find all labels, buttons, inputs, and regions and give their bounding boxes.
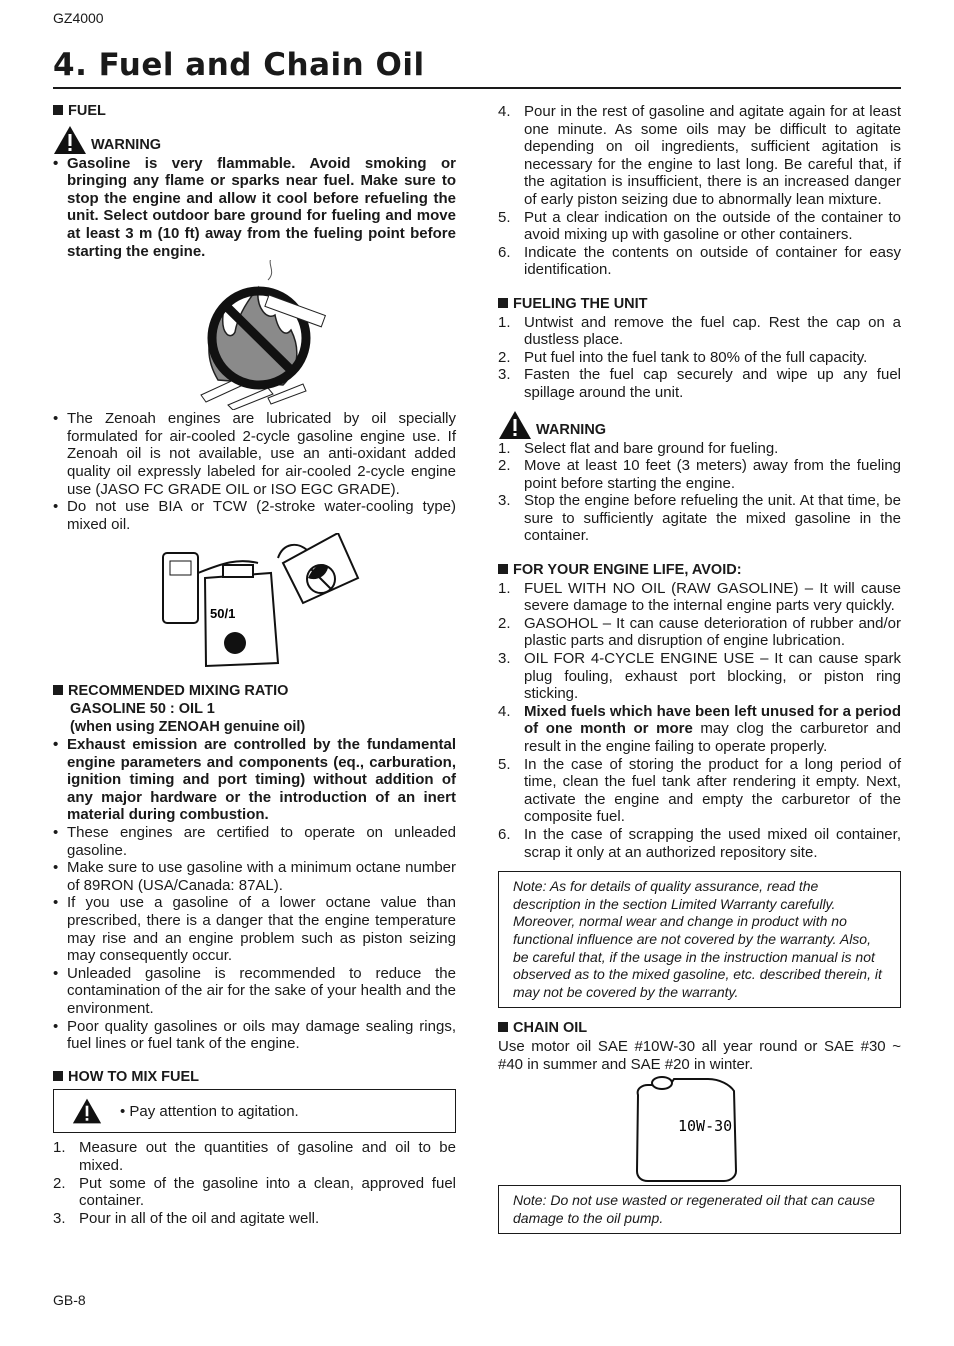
list-item: 1. Measure out the quantities of gasoline and oil to be mixed.	[53, 1139, 456, 1174]
list-item: 4. Mixed fuels which have been left unused for a period of one month or more may clog the carburetor and result in the engine failing to operate properly.	[498, 702, 902, 755]
list-item: 3. Fasten the fuel cap securely and wipe up any fuel spillage around the unit.	[498, 366, 901, 401]
exhaust-list	[53, 736, 456, 824]
list-item: • If you use a gasoline of a lower octane value than prescribed, there is a danger that the engine temperature may rise and an engine problem such as piston seizing may consequently occur.	[53, 894, 456, 964]
list-item: 3. Pour in all of the oil and agitate well.	[53, 1209, 320, 1227]
mixing-ratio-note: (when using ZENOAH genuine oil)	[70, 718, 306, 735]
list-item: 3. OIL FOR 4-CYCLE ENGINE USE – It can cause spark plug fouling, exhaust port blocking, or piston ring sticking.	[498, 650, 901, 703]
oil-pump-note: Note: Do not use wasted or regenerated oil that can cause damage to the oil pump.	[498, 1185, 901, 1234]
page-number: GB-8	[53, 1292, 86, 1308]
right-column	[498, 103, 901, 1234]
fueling-steps	[498, 314, 901, 402]
chain-oil-heading: CHAIN OIL	[498, 1020, 901, 1038]
fuel-warning-heading: WARNING	[53, 125, 456, 155]
list-item: 1. Select flat and bare ground for fueling.	[498, 439, 779, 457]
list-item: • These engines are certified to operate on unleaded gasoline.	[53, 824, 456, 859]
avoid-heading: FOR YOUR ENGINE LIFE, AVOID:	[498, 562, 901, 580]
fuel-mixing-illustration	[53, 533, 456, 683]
avoid-steps	[498, 580, 901, 862]
list-item: 1. Untwist and remove the fuel cap. Rest the cap on a dustless place.	[498, 313, 901, 349]
list-item: • Gasoline is very flammable. Avoid smoking or bringing any flame or sparks near fuel. Make sure to stop the engine and allow it cool before refueling the unit. Select outdoor bare ground for fueling and move at least 3 m (10 ft) away from the fueling point before starting the engine.	[53, 155, 456, 261]
fuel-can-icon	[53, 533, 456, 683]
gasoline-list	[53, 824, 456, 1053]
list-item: • The Zenoah engines are lubricated by oil specially formulated for air-cooled 2-cycle gasoline engine use. If Zenoah oil is not available, use an anti-oxidant added quality oil expressly labeled for air-cooled 2-cycle engine use (JASO FC GRADE OIL or ISO EGC GRADE).	[53, 410, 456, 498]
oil-list	[53, 410, 456, 533]
list-item: • Make sure to use gasoline with a minimum octane number of 89RON (USA/Canada: 87AL).	[53, 859, 456, 894]
fuel-warning-list	[53, 155, 456, 261]
warning-icon	[72, 1097, 102, 1125]
list-item: 2. Put fuel into the fuel tank to 80% of the full capacity.	[498, 348, 868, 366]
mix-steps-continued	[498, 103, 901, 279]
no-smoking-illustration	[53, 260, 456, 410]
left-column	[53, 103, 456, 1227]
jug-label: 10W-30	[678, 1117, 733, 1136]
oil-jug-illustration	[498, 1073, 901, 1185]
title-rule	[53, 87, 901, 89]
list-item: 2. Put some of the gasoline into a clean, approved fuel container.	[53, 1174, 456, 1210]
agitation-caution-box: • Pay attention to agitation.	[53, 1089, 456, 1133]
warning-icon	[53, 125, 87, 155]
mixing-ratio-value: GASOLINE 50 : OIL 1	[70, 700, 215, 717]
fueling-warning-heading: WARNING	[498, 410, 901, 440]
warning-icon	[498, 410, 532, 440]
list-item: 6. Indicate the contents on outside of container for easy identification.	[498, 243, 901, 279]
list-item: 2. GASOHOL – It can cause deterioration of rubber and/or plastic parts and disruption of engine lubrication.	[498, 614, 901, 650]
oil-jug-icon	[498, 1073, 901, 1185]
list-item: 1. FUEL WITH NO OIL (RAW GASOLINE) – It will cause severe damage to the internal engine parts very quickly.	[498, 579, 901, 615]
fueling-warning-steps	[498, 440, 901, 546]
list-item: • Exhaust emission are controlled by the fundamental engine parameters and components (eq., carburation, ignition timing and port timing) without addition of any major hardware or the introduction of an inert material during combustion.	[53, 736, 456, 824]
list-item: • Unleaded gasoline is recommended to reduce the contamination of the air for the sake of your health and the environment.	[53, 965, 456, 1018]
fuel-heading: FUEL	[53, 103, 456, 121]
chain-oil-text: Use motor oil SAE #10W-30 all year round or SAE #30 ~ #40 in summer and SAE #20 in winter.	[498, 1037, 901, 1073]
list-item: • Do not use BIA or TCW (2-stroke water-cooling type) mixed oil.	[53, 498, 456, 533]
list-item: 5. In the case of storing the product for a long period of time, clean the fuel tank after rendering it empty. Next, activate the engine and empty the carburetor of the composite fuel.	[498, 755, 901, 826]
fueling-heading: FUELING THE UNIT	[498, 296, 901, 314]
list-item: 3. Stop the engine before refueling the unit. At that time, be sure to sufficiently agitate the mixed gasoline in the container.	[498, 492, 901, 545]
list-item: 2. Move at least 10 feet (3 meters) away from the fueling point before starting the engine.	[498, 457, 901, 492]
warranty-note: Note: As for details of quality assurance, read the description in the section Limited Warranty carefully. Moreover, normal wear and change in product with no functional influence are not covered by the warranty. Also, be careful that, if the usage in the instruction manual is not observed as to the mixed gasoline, etc. described therein, it may not be covered by the warranty.	[498, 871, 901, 1008]
list-item: 6. In the case of scrapping the used mixed oil container, scrap it only at an authorized repository site.	[498, 825, 901, 861]
mix-fuel-heading: HOW TO MIX FUEL	[53, 1069, 456, 1087]
mixing-ratio-heading: RECOMMENDED MIXING RATIO	[53, 683, 456, 701]
mix-steps	[53, 1139, 456, 1227]
list-item: 4. Pour in the rest of gasoline and agitate again for at least one minute. As some oils may be difficult to agitate depending on oil ingredients, sufficient agitation is necessary for the engine to last long. Be careful that, if the agitation is insufficient, there is an increased danger of early piston seizing due to abnormally lean mixture.	[498, 103, 901, 208]
model-number: GZ4000	[53, 10, 104, 26]
list-item: 5. Put a clear indication on the outside of the container to avoid mixing up with gasoline or other containers.	[498, 208, 901, 244]
list-item: • Poor quality gasolines or oils may damage sealing rings, fuel lines or fuel tank of the engine.	[53, 1018, 456, 1053]
page-title: 4. Fuel and Chain Oil	[53, 47, 425, 83]
no-fire-icon	[53, 260, 456, 410]
can-ratio-label: 50/1	[210, 606, 236, 622]
agitation-caution: Pay attention to agitation.	[129, 1102, 299, 1120]
